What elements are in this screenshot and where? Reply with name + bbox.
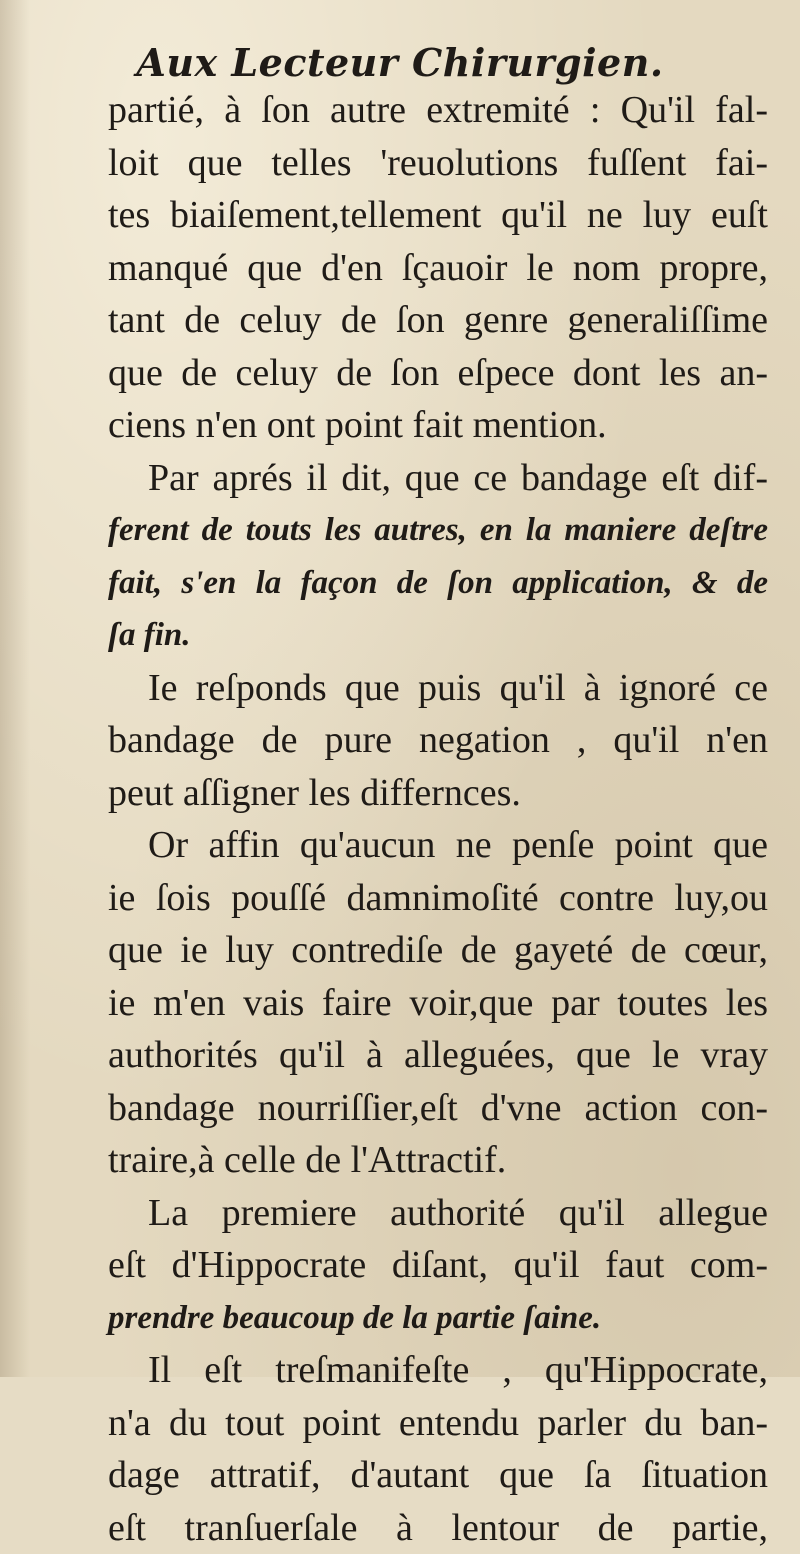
text-line: ie m'en vais faire voir,que par toutes les	[108, 977, 768, 1030]
text-line: ciens n'en ont point fait mention.	[108, 399, 768, 452]
text-line: Ie reſponds que puis qu'il à ignoré ce	[108, 662, 768, 715]
text-line: partié, à ſon autre extremité : Qu'il fal-	[108, 84, 768, 137]
text-line: eſt d'Hippocrate diſant, qu'il faut com-	[108, 1239, 768, 1292]
text-line: Par aprés il dit, que ce bandage eſt dif-	[108, 452, 768, 505]
text-line: authorités qu'il à alleguées, que le vray	[108, 1029, 768, 1082]
text-line: bandage de pure negation , qu'il n'en	[108, 714, 768, 767]
text-line: prendre beaucoup de la partie ſaine.	[108, 1292, 768, 1345]
text-line: n'a du tout point entendu parler du ban-	[108, 1397, 768, 1450]
text-line: peut aſſigner les differnces.	[108, 767, 768, 820]
text-line: eſt tranſuerſale à lentour de partie,	[108, 1502, 768, 1554]
text-line: loit que telles 'reuolutions fuſſent fai-	[108, 137, 768, 190]
text-line: La premiere authorité qu'il allegue	[108, 1187, 768, 1240]
text-line: tes biaiſement,tellement qu'il ne luy euſt	[108, 189, 768, 242]
running-header: Aux Lecteur Chirurgien.	[0, 40, 800, 85]
text-line: Il eſt treſmanifeſte , qu'Hippocrate,	[108, 1344, 768, 1397]
text-line: traire,à celle de l'Attractif.	[108, 1134, 768, 1187]
text-line: ferent de touts les autres, en la maniere deſtre	[108, 504, 768, 557]
text-line: manqué que d'en ſçauoir le nom propre,	[108, 242, 768, 295]
text-line: fait, s'en la façon de ſon application, & de	[108, 557, 768, 610]
text-line: que de celuy de ſon eſpece dont les an-	[108, 347, 768, 400]
text-line: Or affin qu'aucun ne penſe point que	[108, 819, 768, 872]
text-line: que ie luy contrediſe de gayeté de cœur,	[108, 924, 768, 977]
text-line: ie ſois pouſſé damnimoſité contre luy,ou	[108, 872, 768, 925]
body-text	[108, 84, 768, 1554]
text-line: bandage nourriſſier,eſt d'vne action con-	[108, 1082, 768, 1135]
text-line: dage attratif, d'autant que ſa ſituation	[108, 1449, 768, 1502]
text-line: tant de celuy de ſon genre generaliſſime	[108, 294, 768, 347]
text-line: ſa fin.	[108, 609, 768, 662]
